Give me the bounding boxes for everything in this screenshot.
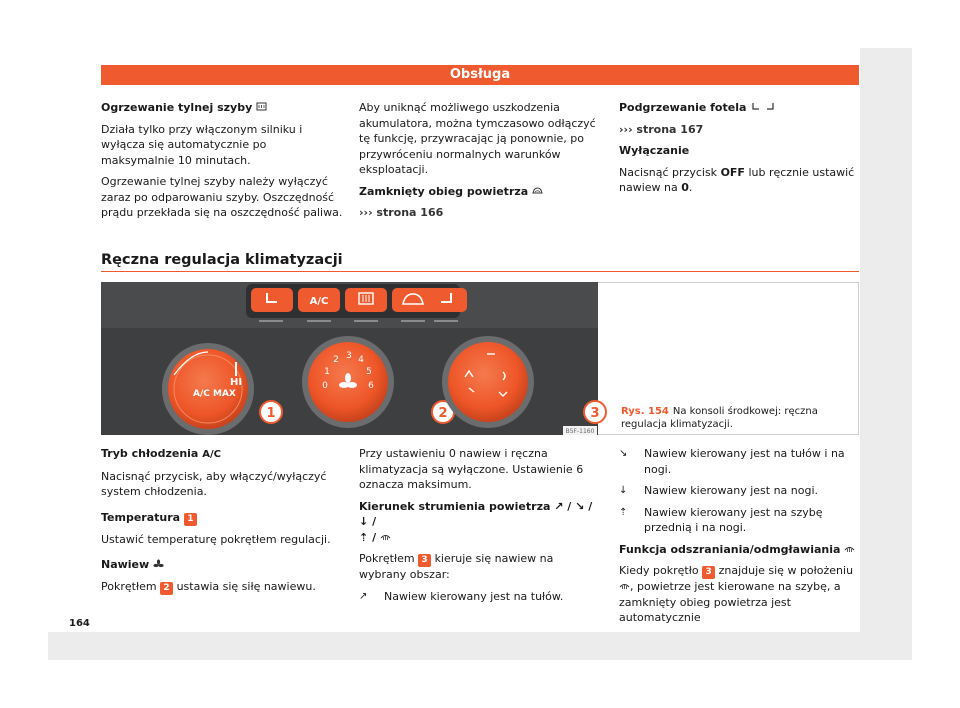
defrost-icon [380,532,391,542]
section-divider [101,271,859,272]
bottom-column-1 [101,446,343,601]
airflow-option-windscreen-feet: ⇡ Nawiew kierowany jest na szybę przednią i na nogi. [619,505,823,534]
svg-text:1: 1 [266,406,276,421]
column-1 [101,100,343,227]
seat-heating-page-ref[interactable]: ››› strona 167 [619,122,704,136]
rear-defrost-icon [256,102,267,112]
cooling-mode-text: Nacisnąć przycisk, aby włączyć/wyłączyć system chłodzenia. [101,469,327,498]
seat-heat-right-button[interactable] [425,288,467,312]
temperature-knob[interactable] [162,343,254,435]
airflow-option-body-feet: ↘ Nawiew kierowany jest na tułów i na nogi. [619,447,845,476]
callout-ref-2: 2 [160,582,173,595]
ac-max-label: A/C MAX [193,389,236,399]
defrost-text: Kiedy pokrętło 3 znajduje się w położeniu , powietrze jest kierowane na szybę, a zamknięty obieg powietrza jest automatycznie [619,564,854,624]
manual-page [48,48,860,632]
fan-level-2: 2 [333,355,339,365]
fan-level-0: 0 [322,381,328,391]
svg-text:B5F-1160: B5F-1160 [565,428,595,435]
bottom-column-2 [359,446,599,610]
callout-ref-3: 3 [418,554,431,567]
airflow-windscreen-feet-icon: ⇡ [359,530,369,544]
airflow-option-upper-body: ↗ Nawiew kierowany jest na tułów. [359,589,564,603]
airflow-body-feet-icon: ↘ [619,448,628,459]
heading-switch-off: Wyłączanie [619,144,690,157]
heading-fan: Nawiew [101,557,343,573]
fan-text: Pokrętłem 2 ustawia się siłę nawiewu. [101,579,316,593]
switch-off-text: Nacisnąć przycisk OFF lub ręcznie ustawić nawiew na 0. [619,165,855,194]
chapter-header: Obsługa [101,65,859,85]
svg-text:2: 2 [438,406,448,421]
ac-button[interactable] [298,288,340,312]
battery-text: Aby uniknąć możliwego uszkodzenia akumulatora, można tymczasowo odłączyć tę funkcję, przywracając ją ponownie, po przywróceniu normalnych warunków eksploatacji. [359,101,596,176]
heading-seat-heating: Podgrzewanie fotela [619,100,857,116]
ac-symbol: A/C [202,449,221,460]
fan-level-4: 4 [358,355,364,365]
temperature-text: Ustawić temperaturę pokrętłem regulacji. [101,532,331,546]
heading-defrost: Funkcja odszraniania/odmgławiania [619,542,857,558]
heading-recirculation: Zamknięty obieg powietrza [359,184,599,200]
ac-button-label: A/C [309,296,329,307]
climate-panel-illustration [101,282,598,435]
air-direction-knob[interactable] [442,336,534,428]
page-number: 164 [69,618,90,629]
fan-icon [153,559,164,569]
heading-temperature: Temperatura 1 [101,510,343,526]
fan-range-text: Przy ustawieniu 0 nawiew i ręczna klimatyzacja są wyłączone. Ustawienie 6 oznacza maksimum. [359,447,584,491]
defrost-icon [844,544,855,554]
recirculation-page-ref[interactable]: ››› strona 166 [359,206,444,219]
airflow-feet-icon: ↓ [619,485,628,496]
airflow-option-feet: ↓ Nawiew kierowany jest na nogi. [619,484,819,497]
rear-defrost-button[interactable] [345,288,387,312]
rear-heating-text-2: Ogrzewanie tylnej szyby należy wyłączyć zaraz po odparowaniu szyby. Oszczędność prądu przekłada się na oszczędność paliwa. [101,175,343,219]
airflow-feet-icon: ↓ [359,515,369,528]
figure-code-label [563,426,597,435]
off-symbol: OFF [720,165,745,179]
recirculation-icon [532,186,543,196]
zero-symbol: 0 [681,181,689,194]
airflow-windscreen-feet-icon: ⇡ [619,506,628,518]
airflow-upper-body-icon: ↗ [359,590,368,602]
seat-heat-left-button[interactable] [251,288,293,312]
column-2 [359,100,599,227]
callout-1 [260,401,282,423]
fan-level-1: 1 [324,367,330,377]
figure-caption: Rys. 154 Na konsoli środkowej: ręczna regulacja klimatyzacji. [621,406,818,430]
climate-panel-figure [101,282,598,435]
airflow-upper-body-icon: ↗ [554,499,564,513]
callout-ref-3b: 3 [702,566,715,579]
airflow-body-feet-icon: ↘ [575,499,585,513]
callout-ref-1: 1 [184,513,197,526]
rear-heating-text-1: Działa tylko przy włączonym silniku i wyłącza się automatycznie po maksymalnie 10 minutach. [101,122,303,167]
heading-air-direction: Kierunek strumienia powietrza ↗ / ↘ / ↓ / ⇡ / [359,499,593,544]
seat-heat-right-icon [765,102,776,112]
column-3 [619,100,857,202]
fan-level-3: 3 [346,351,352,361]
defrost-icon [619,581,630,591]
heading-rear-window-heating: Ogrzewanie tylnej szyby [101,100,343,116]
section-title: Ręczna regulacja klimatyzacji [101,252,343,268]
figure-label: Rys. 154 [621,406,669,417]
seat-heat-left-icon [750,102,761,112]
fan-speed-knob[interactable] [302,336,394,428]
bottom-column-3 [619,446,857,632]
svg-text:3: 3 [590,406,600,421]
page-frame [48,48,912,660]
fan-level-5: 5 [366,367,372,377]
hi-label: HI [230,377,243,388]
fan-level-6: 6 [368,381,374,391]
air-direction-text: Pokrętłem 3 kieruje się nawiew na wybrany obszar: [359,552,554,581]
heading-cooling-mode: Tryb chłodzenia A/C [101,447,221,460]
